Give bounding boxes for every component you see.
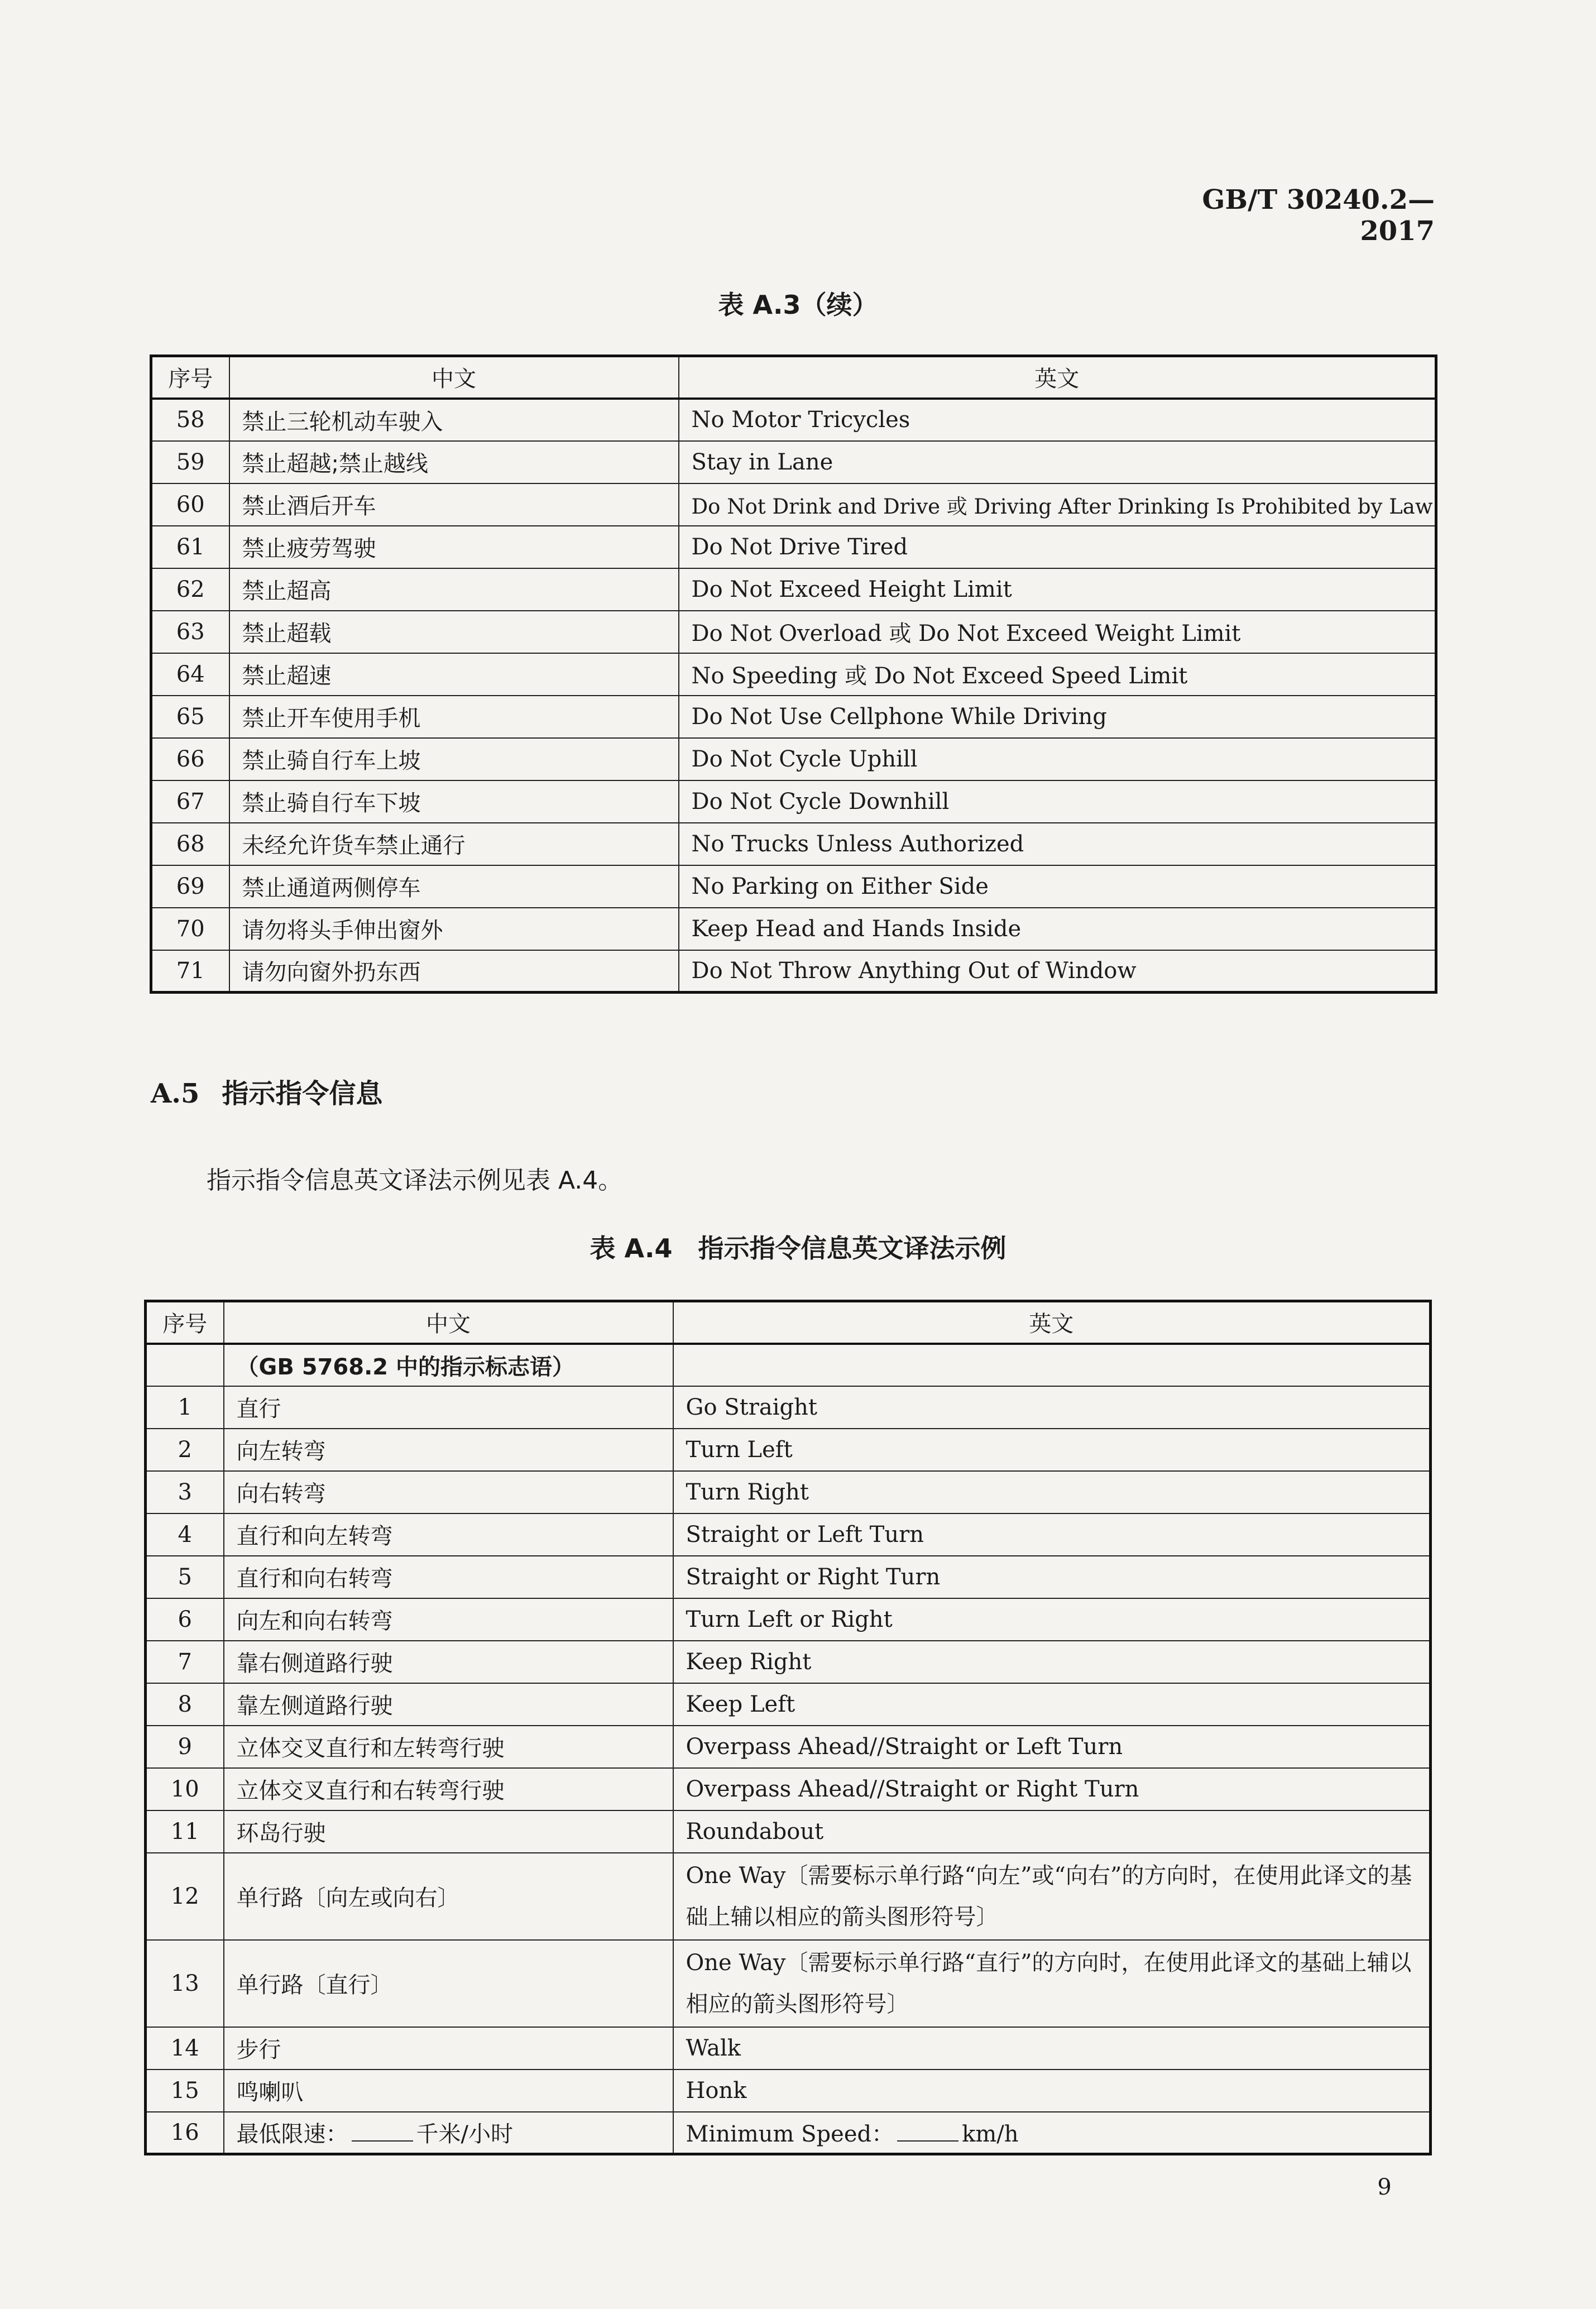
table-a3-caption: 表 A.3（续） [718, 290, 878, 320]
table-row [151, 653, 1436, 696]
subheader-number-cell [146, 1344, 224, 1386]
chinese-term: 禁止超高 [229, 568, 679, 611]
table-row [146, 2070, 1431, 2112]
row-number: 6 [146, 1598, 224, 1641]
row-number: 8 [146, 1683, 224, 1726]
english-translation: Do Not Throw Anything Out of Window [679, 950, 1436, 993]
row-number: 58 [151, 399, 229, 441]
subheader-english-cell [673, 1344, 1431, 1386]
row-number: 5 [146, 1556, 224, 1598]
table-a4 [144, 1300, 1432, 2155]
table-row [151, 950, 1436, 993]
row-number: 67 [151, 780, 229, 823]
chinese-term: 禁止三轮机动车驶入 [229, 399, 679, 441]
table-row [146, 1726, 1431, 1768]
row-number: 62 [151, 568, 229, 611]
chinese-term: 靠右侧道路行驶 [224, 1641, 673, 1683]
english-translation: Do Not Overload 或 Do Not Exceed Weight Limit [679, 611, 1436, 653]
chinese-term: 立体交叉直行和左转弯行驶 [224, 1726, 673, 1768]
chinese-term: 禁止骑自行车下坡 [229, 780, 679, 823]
table-row [146, 1940, 1431, 2027]
table-row [151, 738, 1436, 780]
english-translation: Do Not Use Cellphone While Driving [679, 696, 1436, 738]
table-row [146, 1598, 1431, 1641]
table-row [146, 1683, 1431, 1726]
chinese-term: 直行 [224, 1386, 673, 1429]
row-number: 70 [151, 908, 229, 950]
section-title: 指示指令信息 [222, 1078, 383, 1109]
row-number: 11 [146, 1810, 224, 1853]
column-header-number: 序号 [146, 1301, 224, 1344]
row-number: 61 [151, 526, 229, 568]
row-number: 10 [146, 1768, 224, 1810]
english-translation: Keep Right [673, 1641, 1431, 1683]
row-number: 9 [146, 1726, 224, 1768]
english-translation: Do Not Drive Tired [679, 526, 1436, 568]
english-translation: Straight or Right Turn [673, 1556, 1431, 1598]
chinese-term: 立体交叉直行和右转弯行驶 [224, 1768, 673, 1810]
chinese-term: 直行和向右转弯 [224, 1556, 673, 1598]
chinese-term: 直行和向左转弯 [224, 1513, 673, 1556]
chinese-term: 禁止超速 [229, 653, 679, 696]
chinese-term: 环岛行驶 [224, 1810, 673, 1853]
english-translation: Do Not Cycle Downhill [679, 780, 1436, 823]
english-translation: Overpass Ahead//Straight or Right Turn [673, 1768, 1431, 1810]
english-translation: Stay in Lane [679, 441, 1436, 483]
chinese-term: 请勿向窗外扔东西 [229, 950, 679, 993]
table-row [151, 696, 1436, 738]
section-heading [151, 1072, 382, 1110]
row-number: 60 [151, 483, 229, 526]
table-row [151, 823, 1436, 865]
chinese-term: 向右转弯 [224, 1471, 673, 1513]
row-number: 12 [146, 1853, 224, 1940]
table-row [146, 1768, 1431, 1810]
chinese-term: 鸣喇叭 [224, 2070, 673, 2112]
chinese-term-prefix: 最低限速： [236, 2121, 348, 2148]
chinese-term: 单行路〔直行〕 [224, 1940, 673, 2027]
chinese-term: 靠左侧道路行驶 [224, 1683, 673, 1726]
subheader-text: （GB 5768.2 中的指示标志语） [224, 1344, 673, 1386]
chinese-term: 禁止通道两侧停车 [229, 865, 679, 908]
chinese-term: 单行路〔向左或向右〕 [224, 1853, 673, 1940]
row-number: 59 [151, 441, 229, 483]
english-translation: No Motor Tricycles [679, 399, 1436, 441]
english-translation: Overpass Ahead//Straight or Left Turn [673, 1726, 1431, 1768]
english-translation: Roundabout [673, 1810, 1431, 1853]
english-translation: Keep Head and Hands Inside [679, 908, 1436, 950]
chinese-term: 向左和向右转弯 [224, 1598, 673, 1641]
english-translation: Do Not Cycle Uphill [679, 738, 1436, 780]
row-number: 65 [151, 696, 229, 738]
table-row [151, 865, 1436, 908]
row-number: 64 [151, 653, 229, 696]
table-row [151, 611, 1436, 653]
standard-id: GB/T 30240.2—2017 [1202, 184, 1435, 247]
english-translation: Turn Left [673, 1429, 1431, 1471]
english-translation-suffix: km/h [962, 2121, 1019, 2148]
english-translation: One Way〔需要标示单行路“向左”或“向右”的方向时，在使用此译文的基础上辅以相应的箭头图形符号〕 [673, 1853, 1431, 1940]
fill-in-blank [897, 2121, 958, 2142]
row-number: 69 [151, 865, 229, 908]
chinese-term: 禁止疲劳驾驶 [229, 526, 679, 568]
table-row [146, 1386, 1431, 1429]
column-header-english: 英文 [673, 1301, 1431, 1344]
table-row [146, 1556, 1431, 1598]
table-row [146, 2112, 1431, 2154]
table-row [151, 780, 1436, 823]
english-translation: Honk [673, 2070, 1431, 2112]
table-row [151, 441, 1436, 483]
english-translation: Turn Right [673, 1471, 1431, 1513]
table-row [151, 399, 1436, 441]
chinese-term: 禁止开车使用手机 [229, 696, 679, 738]
english-translation: Walk [673, 2027, 1431, 2070]
row-number: 16 [146, 2112, 224, 2154]
row-number: 1 [146, 1386, 224, 1429]
row-number: 68 [151, 823, 229, 865]
table-header-row [151, 356, 1436, 399]
table-row [146, 1853, 1431, 1940]
row-number: 2 [146, 1429, 224, 1471]
chinese-term-suffix: 千米/小时 [416, 2121, 513, 2148]
english-translation-prefix: Minimum Speed： [686, 2121, 894, 2148]
chinese-term [224, 2112, 673, 2154]
table-header-row [146, 1301, 1431, 1344]
row-number: 71 [151, 950, 229, 993]
english-translation: Go Straight [673, 1386, 1431, 1429]
english-translation: No Parking on Either Side [679, 865, 1436, 908]
fill-in-blank [352, 2121, 413, 2142]
table-subheader-row [146, 1344, 1431, 1386]
chinese-term: 禁止酒后开车 [229, 483, 679, 526]
english-translation: Do Not Exceed Height Limit [679, 568, 1436, 611]
chinese-term: 禁止骑自行车上坡 [229, 738, 679, 780]
row-number: 66 [151, 738, 229, 780]
table-row [151, 908, 1436, 950]
english-translation: No Trucks Unless Authorized [679, 823, 1436, 865]
chinese-term: 向左转弯 [224, 1429, 673, 1471]
english-translation: Keep Left [673, 1683, 1431, 1726]
english-translation: Do Not Drink and Drive 或 Driving After Drinking Is Prohibited by Law [679, 483, 1436, 526]
table-row [151, 568, 1436, 611]
table-row [151, 526, 1436, 568]
table-row [146, 1513, 1431, 1556]
table-row [146, 1810, 1431, 1853]
column-header-chinese: 中文 [224, 1301, 673, 1344]
table-row [151, 483, 1436, 526]
row-number: 14 [146, 2027, 224, 2070]
table-row [146, 1641, 1431, 1683]
english-translation: Turn Left or Right [673, 1598, 1431, 1641]
table-a4-caption: 表 A.4 指示指令信息英文译法示例 [589, 1233, 1007, 1263]
table-a3 [150, 355, 1437, 994]
chinese-term: 请勿将头手伸出窗外 [229, 908, 679, 950]
column-header-number: 序号 [151, 356, 229, 399]
row-number: 7 [146, 1641, 224, 1683]
column-header-chinese: 中文 [229, 356, 679, 399]
section-number: A.5 [151, 1078, 200, 1109]
chinese-term: 禁止超越;禁止越线 [229, 441, 679, 483]
english-translation: One Way〔需要标示单行路“直行”的方向时，在使用此译文的基础上辅以相应的箭头图形符号〕 [673, 1940, 1431, 2027]
section-paragraph: 指示指令信息英文译法示例见表 A.4。 [207, 1166, 623, 1195]
row-number: 3 [146, 1471, 224, 1513]
column-header-english: 英文 [679, 356, 1436, 399]
chinese-term: 禁止超载 [229, 611, 679, 653]
row-number: 63 [151, 611, 229, 653]
chinese-term: 未经允许货车禁止通行 [229, 823, 679, 865]
table-row [146, 1471, 1431, 1513]
english-translation [673, 2112, 1431, 2154]
page-number: 9 [1377, 2174, 1392, 2200]
english-translation: No Speeding 或 Do Not Exceed Speed Limit [679, 653, 1436, 696]
english-translation: Straight or Left Turn [673, 1513, 1431, 1556]
chinese-term: 步行 [224, 2027, 673, 2070]
row-number: 4 [146, 1513, 224, 1556]
row-number: 15 [146, 2070, 224, 2112]
table-row [146, 2027, 1431, 2070]
row-number: 13 [146, 1940, 224, 2027]
table-row [146, 1429, 1431, 1471]
